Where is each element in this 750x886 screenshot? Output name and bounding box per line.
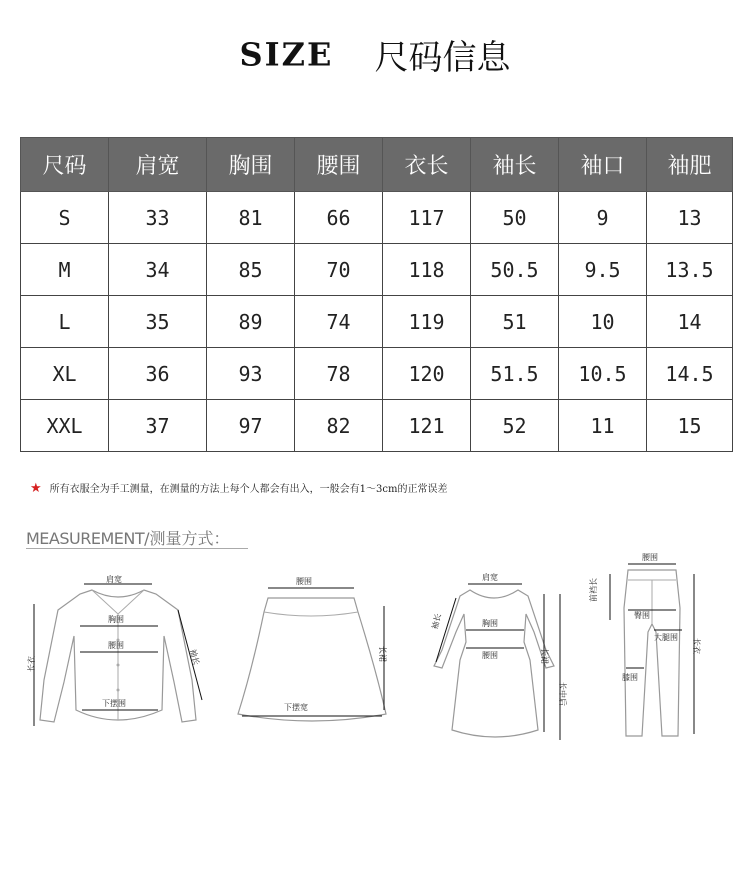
table-cell: 33 <box>109 192 207 244</box>
dress-label-sleeve: 袖长 <box>430 612 444 631</box>
pants-label-rise: 前裆长 <box>589 578 598 602</box>
table-cell: 36 <box>109 348 207 400</box>
header-cell: 袖肥 <box>647 138 733 192</box>
table-cell: 82 <box>295 400 383 452</box>
shirt-label-length: 长衣 <box>27 656 36 672</box>
table-cell: 50.5 <box>471 244 559 296</box>
table-cell: 50 <box>471 192 559 244</box>
table-cell: 11 <box>559 400 647 452</box>
measurement-heading-cn: /测量方式： <box>144 529 230 548</box>
table-cell: 93 <box>207 348 295 400</box>
star-icon: ★ <box>30 481 42 496</box>
dress-label-chest: 胸围 <box>482 619 498 628</box>
header-cell: 肩宽 <box>109 138 207 192</box>
table-cell: 35 <box>109 296 207 348</box>
table-cell: 81 <box>207 192 295 244</box>
table-row <box>21 244 733 296</box>
table-cell: 66 <box>295 192 383 244</box>
table-cell: 10 <box>559 296 647 348</box>
shirt-label-chest: 胸围 <box>108 615 124 624</box>
header-cell: 袖口 <box>559 138 647 192</box>
table-row <box>21 400 733 452</box>
table-cell: 51 <box>471 296 559 348</box>
skirt-label-hem: 下摆宽 <box>284 703 308 712</box>
page-title <box>0 30 750 79</box>
header-cell: 尺码 <box>21 138 109 192</box>
table-cell: L <box>21 296 109 348</box>
header-cell: 胸围 <box>207 138 295 192</box>
table-cell: 9 <box>559 192 647 244</box>
table-cell: XXL <box>21 400 109 452</box>
shirt-label-hem: 下摆围 <box>102 699 126 708</box>
dress-label-length: 长裙 <box>540 648 549 664</box>
measurement-heading-en: MEASUREMENT <box>26 529 145 548</box>
table-cell: 10.5 <box>559 348 647 400</box>
measurement-heading <box>26 526 230 549</box>
table-cell: 70 <box>295 244 383 296</box>
table-cell: 13 <box>647 192 733 244</box>
title-size: SIZE <box>239 35 334 74</box>
pants-label-thigh: 大腿围 <box>654 633 678 642</box>
skirt-diagram <box>228 570 398 754</box>
table-cell: 119 <box>383 296 471 348</box>
table-cell: 85 <box>207 244 295 296</box>
pants-label-knee: 膝围 <box>622 673 638 682</box>
table-header-row <box>21 138 733 192</box>
table-cell: 34 <box>109 244 207 296</box>
table-cell: 89 <box>207 296 295 348</box>
measurement-note <box>30 480 447 496</box>
size-table <box>20 137 733 452</box>
pants-diagram <box>589 548 712 752</box>
table-cell: 74 <box>295 296 383 348</box>
table-cell: 118 <box>383 244 471 296</box>
table-cell: 14 <box>647 296 733 348</box>
table-cell: 117 <box>383 192 471 244</box>
skirt-label-waist: 腰围 <box>296 577 312 586</box>
table-cell: XL <box>21 348 109 400</box>
table-cell: 51.5 <box>471 348 559 400</box>
table-cell: 121 <box>383 400 471 452</box>
header-cell: 袖长 <box>471 138 559 192</box>
table-row <box>21 348 733 400</box>
shirt-label-shoulder: 肩宽 <box>106 575 122 584</box>
dress-label-back-length: 长中后 <box>558 682 567 706</box>
table-cell: 15 <box>647 400 733 452</box>
table-cell: 13.5 <box>647 244 733 296</box>
shirt-diagram <box>22 570 212 754</box>
table-cell: 120 <box>383 348 471 400</box>
table-cell: 97 <box>207 400 295 452</box>
dress-label-waist: 腰围 <box>482 651 498 660</box>
table-row <box>21 192 733 244</box>
table-row <box>21 296 733 348</box>
skirt-label-length: 长裙 <box>378 646 387 662</box>
shirt-label-sleeve: 袖长 <box>188 648 201 666</box>
table-cell: M <box>21 244 109 296</box>
header-cell: 衣长 <box>383 138 471 192</box>
table-cell: S <box>21 192 109 244</box>
table-cell: 14.5 <box>647 348 733 400</box>
pants-label-length: 长衣 <box>692 638 701 654</box>
table-cell: 78 <box>295 348 383 400</box>
header-cell: 腰围 <box>295 138 383 192</box>
shirt-label-waist: 腰围 <box>108 641 124 650</box>
dress-label-shoulder: 肩宽 <box>482 573 498 582</box>
pants-label-hip: 臀围 <box>634 611 650 620</box>
table-cell: 52 <box>471 400 559 452</box>
table-cell: 37 <box>109 400 207 452</box>
pants-label-waist: 腰围 <box>642 553 658 562</box>
dress-diagram <box>420 570 590 754</box>
table-cell: 9.5 <box>559 244 647 296</box>
note-text: 所有衣服全为手工测量，在测量的方法上每个人都会有出入，一般会有1～3cm的正常误差 <box>49 484 448 495</box>
title-cn: 尺码信息 <box>374 38 511 78</box>
heading-underline <box>26 548 248 549</box>
